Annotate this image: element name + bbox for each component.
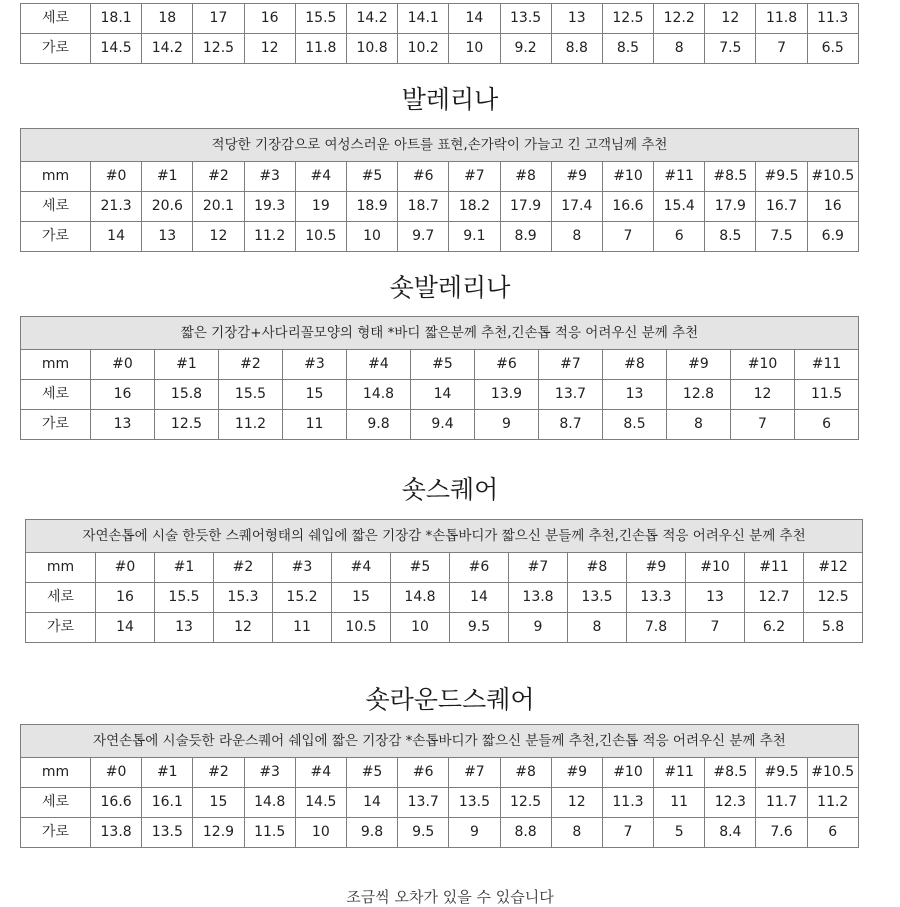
value-cell: 14.8	[244, 788, 295, 818]
value-cell: 13	[686, 583, 745, 613]
size-header-cell: #11	[795, 350, 859, 380]
size-header-cell: #10	[731, 350, 795, 380]
table-row	[21, 380, 859, 410]
value-cell: 15	[283, 380, 347, 410]
value-cell: 9.8	[346, 818, 397, 848]
table-body	[21, 129, 859, 252]
value-cell: 13	[603, 380, 667, 410]
value-cell: 15.8	[155, 380, 219, 410]
value-cell: 10	[391, 613, 450, 643]
table-row	[26, 613, 863, 643]
value-cell: 8.5	[602, 34, 653, 64]
row-label-cell: 세로	[21, 192, 91, 222]
table-description-row	[21, 317, 859, 350]
value-cell: 12.5	[155, 410, 219, 440]
table-row	[21, 788, 859, 818]
value-cell: 7	[731, 410, 795, 440]
size-header-cell: #3	[244, 162, 295, 192]
size-header-cell: #1	[142, 758, 193, 788]
value-cell: 13.5	[500, 4, 551, 34]
value-cell: 16	[807, 192, 858, 222]
size-header-cell: #3	[244, 758, 295, 788]
value-cell: 7	[602, 222, 653, 252]
value-cell: 14	[449, 4, 500, 34]
value-cell: 9.2	[500, 34, 551, 64]
value-cell: 13	[551, 4, 602, 34]
value-cell: 16.7	[756, 192, 807, 222]
table-row	[21, 4, 859, 34]
table-body	[21, 317, 859, 440]
unit-header-cell: mm	[26, 553, 96, 583]
value-cell: 12.5	[500, 788, 551, 818]
row-label-cell: 세로	[21, 788, 91, 818]
value-cell: 17.4	[551, 192, 602, 222]
value-cell: 10.8	[346, 34, 397, 64]
table-description: 짧은 기장감+사다리꼴모양의 형태 *바디 짧은분께 추천,긴손톱 적응 어려우신 분께 추천	[21, 317, 859, 350]
size-header-cell: #6	[475, 350, 539, 380]
value-cell: 21.3	[91, 192, 142, 222]
value-cell: 13.7	[398, 788, 449, 818]
value-cell: 6.2	[745, 613, 804, 643]
size-header-cell: #8.5	[705, 758, 756, 788]
value-cell: 16.6	[602, 192, 653, 222]
table-description: 적당한 기장감으로 여성스러운 아트를 표현,손가락이 가늘고 긴 고객님께 추천	[21, 129, 859, 162]
value-cell: 8.4	[705, 818, 756, 848]
size-header-cell: #8	[500, 758, 551, 788]
size-header-cell: #1	[155, 350, 219, 380]
size-header-cell: #7	[539, 350, 603, 380]
size-header-cell: #10.5	[807, 162, 858, 192]
unit-header-cell: mm	[21, 350, 91, 380]
size-header-cell: #4	[347, 350, 411, 380]
size-table-ballerina	[20, 128, 859, 252]
value-cell: 8.5	[705, 222, 756, 252]
size-header-cell: #10.5	[807, 758, 858, 788]
table-description: 자연손톱에 시술 한듯한 스퀘어형태의 쉐입에 짧은 기장감 *손톱바디가 짧으신 분들께 추천,긴손톱 적응 어려우신 분께 추천	[26, 520, 863, 553]
size-header-cell: #7	[509, 553, 568, 583]
value-cell: 9	[449, 818, 500, 848]
value-cell: 14.1	[398, 4, 449, 34]
table-description-row	[21, 129, 859, 162]
value-cell: 12	[551, 788, 602, 818]
value-cell: 10	[346, 222, 397, 252]
value-cell: 15.3	[214, 583, 273, 613]
table-body	[26, 520, 863, 643]
section-title-short-round-square: 숏라운드스퀘어	[365, 685, 535, 714]
value-cell: 8.7	[539, 410, 603, 440]
table-row	[26, 583, 863, 613]
row-label-cell: 세로	[26, 583, 96, 613]
value-cell: 19.3	[244, 192, 295, 222]
value-cell: 12.2	[654, 4, 705, 34]
row-label-cell: 세로	[21, 4, 91, 34]
size-header-cell: #1	[155, 553, 214, 583]
size-header-cell: #7	[449, 758, 500, 788]
size-header-cell: #0	[91, 758, 142, 788]
size-header-cell: #10	[686, 553, 745, 583]
size-header-cell: #8	[603, 350, 667, 380]
value-cell: 11	[654, 788, 705, 818]
size-header-cell: #4	[295, 162, 346, 192]
size-table-short-square	[25, 519, 863, 643]
size-header-cell: #5	[346, 758, 397, 788]
value-cell: 10.2	[398, 34, 449, 64]
table-header-row	[21, 162, 859, 192]
table-header-row	[26, 553, 863, 583]
size-header-cell: #2	[214, 553, 273, 583]
value-cell: 17.9	[500, 192, 551, 222]
value-cell: 11.8	[756, 4, 807, 34]
value-cell: 14.5	[91, 34, 142, 64]
size-header-cell: #11	[745, 553, 804, 583]
value-cell: 6.9	[807, 222, 858, 252]
value-cell: 20.6	[142, 192, 193, 222]
size-header-cell: #9	[627, 553, 686, 583]
row-label-cell: 가로	[21, 818, 91, 848]
size-header-cell: #5	[346, 162, 397, 192]
value-cell: 10	[295, 818, 346, 848]
table-description: 자연손톱에 시술듯한 라운스퀘어 쉐입에 짧은 기장감 *손톱바디가 짧으신 분들께 추천,긴손톱 적응 어려우신 분께 추천	[21, 725, 859, 758]
value-cell: 8.5	[603, 410, 667, 440]
value-cell: 12.3	[705, 788, 756, 818]
value-cell: 11.3	[602, 788, 653, 818]
value-cell: 12.5	[193, 34, 244, 64]
table-description-row	[26, 520, 863, 553]
row-label-cell: 가로	[26, 613, 96, 643]
value-cell: 16	[96, 583, 155, 613]
size-header-cell: #10	[602, 758, 653, 788]
size-header-cell: #6	[398, 162, 449, 192]
size-header-cell: #8	[500, 162, 551, 192]
value-cell: 14	[411, 380, 475, 410]
row-label-cell: 가로	[21, 410, 91, 440]
size-header-cell: #0	[96, 553, 155, 583]
value-cell: 11.5	[244, 818, 295, 848]
value-cell: 18.7	[398, 192, 449, 222]
value-cell: 12.5	[602, 4, 653, 34]
size-header-cell: #4	[332, 553, 391, 583]
value-cell: 5	[654, 818, 705, 848]
value-cell: 13.5	[142, 818, 193, 848]
value-cell: 7.8	[627, 613, 686, 643]
value-cell: 13.5	[568, 583, 627, 613]
size-header-cell: #2	[193, 758, 244, 788]
value-cell: 13.3	[627, 583, 686, 613]
table-row	[21, 818, 859, 848]
value-cell: 11	[283, 410, 347, 440]
value-cell: 13.5	[449, 788, 500, 818]
value-cell: 14.8	[391, 583, 450, 613]
value-cell: 12.5	[804, 583, 863, 613]
size-header-cell: #3	[283, 350, 347, 380]
value-cell: 7	[756, 34, 807, 64]
value-cell: 12	[214, 613, 273, 643]
size-header-cell: #10	[602, 162, 653, 192]
value-cell: 14.2	[142, 34, 193, 64]
value-cell: 15.5	[155, 583, 214, 613]
value-cell: 11	[273, 613, 332, 643]
unit-header-cell: mm	[21, 758, 91, 788]
value-cell: 9.1	[449, 222, 500, 252]
value-cell: 14	[96, 613, 155, 643]
table-row	[21, 192, 859, 222]
value-cell: 11.7	[756, 788, 807, 818]
value-cell: 11.2	[219, 410, 283, 440]
value-cell: 13.9	[475, 380, 539, 410]
value-cell: 12	[731, 380, 795, 410]
value-cell: 14.8	[347, 380, 411, 410]
value-cell: 18.9	[346, 192, 397, 222]
size-header-cell: #0	[91, 162, 142, 192]
size-header-cell: #9.5	[756, 758, 807, 788]
section-title-short-ballerina: 숏발레리나	[389, 273, 511, 302]
value-cell: 16.1	[142, 788, 193, 818]
value-cell: 15.5	[219, 380, 283, 410]
value-cell: 12.8	[667, 380, 731, 410]
value-cell: 8.8	[500, 818, 551, 848]
value-cell: 9.4	[411, 410, 475, 440]
row-label-cell: 가로	[21, 34, 91, 64]
size-header-cell: #1	[142, 162, 193, 192]
value-cell: 14	[450, 583, 509, 613]
value-cell: 14	[91, 222, 142, 252]
value-cell: 7.5	[756, 222, 807, 252]
size-header-cell: #8	[568, 553, 627, 583]
value-cell: 18.2	[449, 192, 500, 222]
size-header-cell: #6	[398, 758, 449, 788]
size-table-short-ballerina	[20, 316, 859, 440]
value-cell: 10	[449, 34, 500, 64]
value-cell: 14.2	[346, 4, 397, 34]
value-cell: 13	[155, 613, 214, 643]
table-row	[21, 222, 859, 252]
value-cell: 15.2	[273, 583, 332, 613]
value-cell: 7.6	[756, 818, 807, 848]
value-cell: 8	[551, 818, 602, 848]
size-header-cell: #9	[551, 758, 602, 788]
value-cell: 10.5	[332, 613, 391, 643]
table-header-row	[21, 758, 859, 788]
value-cell: 6	[807, 818, 858, 848]
value-cell: 15.5	[295, 4, 346, 34]
value-cell: 19	[295, 192, 346, 222]
size-header-cell: #2	[193, 162, 244, 192]
size-header-cell: #11	[654, 162, 705, 192]
value-cell: 12.9	[193, 818, 244, 848]
value-cell: 6	[654, 222, 705, 252]
table-row	[21, 34, 859, 64]
value-cell: 7	[602, 818, 653, 848]
value-cell: 10.5	[295, 222, 346, 252]
size-header-cell: #9	[551, 162, 602, 192]
value-cell: 13.8	[91, 818, 142, 848]
row-label-cell: 세로	[21, 380, 91, 410]
size-header-cell: #9.5	[756, 162, 807, 192]
value-cell: 17	[193, 4, 244, 34]
value-cell: 16.6	[91, 788, 142, 818]
value-cell: 12	[193, 222, 244, 252]
value-cell: 15.4	[654, 192, 705, 222]
size-header-cell: #9	[667, 350, 731, 380]
value-cell: 8.8	[551, 34, 602, 64]
table-row	[21, 410, 859, 440]
value-cell: 11.5	[795, 380, 859, 410]
table-body	[21, 725, 859, 848]
size-header-cell: #5	[411, 350, 475, 380]
size-header-cell: #12	[804, 553, 863, 583]
value-cell: 12.7	[745, 583, 804, 613]
value-cell: 11.8	[295, 34, 346, 64]
value-cell: 12	[705, 4, 756, 34]
size-table-top-partial	[20, 3, 859, 64]
size-header-cell: #8.5	[705, 162, 756, 192]
value-cell: 7.5	[705, 34, 756, 64]
value-cell: 18.1	[91, 4, 142, 34]
value-cell: 13.8	[509, 583, 568, 613]
size-header-cell: #5	[391, 553, 450, 583]
value-cell: 8	[667, 410, 731, 440]
value-cell: 14	[346, 788, 397, 818]
footnote: 조금씩 오차가 있을 수 있습니다	[346, 888, 554, 906]
size-header-cell: #0	[91, 350, 155, 380]
value-cell: 13.7	[539, 380, 603, 410]
value-cell: 8	[551, 222, 602, 252]
unit-header-cell: mm	[21, 162, 91, 192]
value-cell: 15	[332, 583, 391, 613]
value-cell: 8	[568, 613, 627, 643]
size-header-cell: #2	[219, 350, 283, 380]
section-title-short-square: 숏스퀘어	[401, 475, 499, 504]
value-cell: 9	[475, 410, 539, 440]
size-table-short-round-square	[20, 724, 859, 848]
size-header-cell: #3	[273, 553, 332, 583]
value-cell: 9.7	[398, 222, 449, 252]
value-cell: 11.3	[807, 4, 858, 34]
section-title-ballerina: 발레리나	[401, 85, 499, 114]
value-cell: 8	[654, 34, 705, 64]
value-cell: 11.2	[807, 788, 858, 818]
value-cell: 14.5	[295, 788, 346, 818]
size-header-cell: #7	[449, 162, 500, 192]
value-cell: 13	[142, 222, 193, 252]
value-cell: 13	[91, 410, 155, 440]
row-label-cell: 가로	[21, 222, 91, 252]
value-cell: 7	[686, 613, 745, 643]
value-cell: 16	[244, 4, 295, 34]
value-cell: 9.5	[398, 818, 449, 848]
size-header-cell: #6	[450, 553, 509, 583]
value-cell: 6	[795, 410, 859, 440]
value-cell: 8.9	[500, 222, 551, 252]
value-cell: 9.8	[347, 410, 411, 440]
size-header-cell: #11	[654, 758, 705, 788]
value-cell: 12	[244, 34, 295, 64]
value-cell: 17.9	[705, 192, 756, 222]
value-cell: 16	[91, 380, 155, 410]
value-cell: 9	[509, 613, 568, 643]
table-description-row	[21, 725, 859, 758]
table-body	[21, 4, 859, 64]
value-cell: 6.5	[807, 34, 858, 64]
value-cell: 20.1	[193, 192, 244, 222]
value-cell: 11.2	[244, 222, 295, 252]
size-header-cell: #4	[295, 758, 346, 788]
value-cell: 18	[142, 4, 193, 34]
value-cell: 15	[193, 788, 244, 818]
value-cell: 9.5	[450, 613, 509, 643]
value-cell: 5.8	[804, 613, 863, 643]
table-header-row	[21, 350, 859, 380]
